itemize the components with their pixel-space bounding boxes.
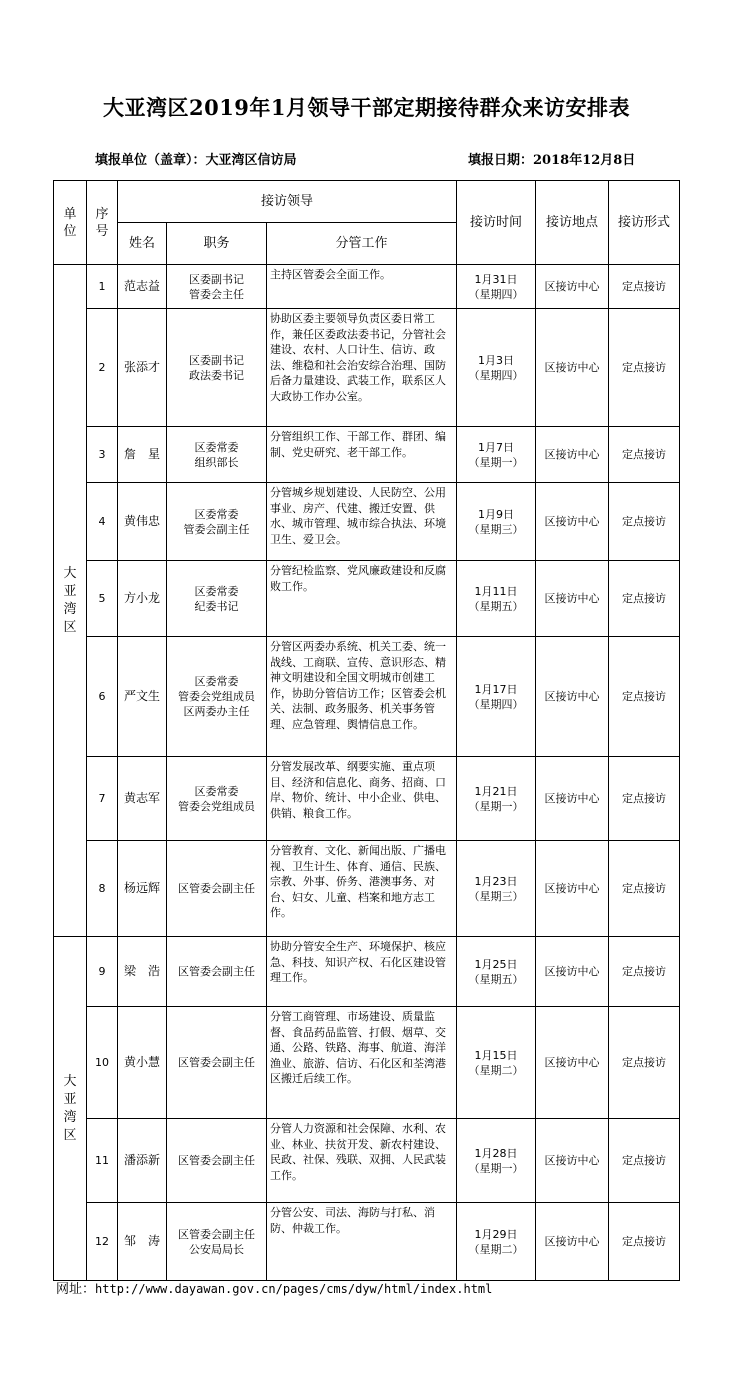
header-form: 接访形式 [609, 181, 680, 265]
footer-label: 网址： [56, 1282, 96, 1297]
header-duty: 分管工作 [267, 223, 457, 265]
time-weekday: （星期四） [468, 287, 524, 301]
position-line: 区委副书记 [189, 353, 244, 367]
table-row [54, 1007, 680, 1119]
position-line: 区管委会副主任 [178, 965, 255, 978]
table-row [54, 637, 680, 757]
table-row [54, 483, 680, 561]
time-weekday: （星期一） [468, 1161, 524, 1175]
form-cell: 定点接访 [609, 841, 680, 937]
position-line: 区委常委 [194, 784, 239, 798]
form-cell: 定点接访 [609, 483, 680, 561]
table-row [54, 265, 680, 309]
time-date: 1月21日 [474, 784, 518, 798]
seq-cell: 5 [87, 561, 118, 637]
time-date: 1月25日 [474, 957, 518, 971]
time-cell [457, 1203, 536, 1281]
place-cell: 区接访中心 [536, 483, 609, 561]
seq-cell: 9 [87, 937, 118, 1007]
place-cell: 区接访中心 [536, 1203, 609, 1281]
place-cell: 区接访中心 [536, 1007, 609, 1119]
time-date: 1月7日 [478, 440, 514, 454]
position-line: 纪委书记 [194, 599, 239, 613]
time-cell [457, 937, 536, 1007]
time-date: 1月31日 [474, 272, 518, 286]
header-leader-group: 接访领导 [118, 181, 457, 223]
schedule-table [53, 180, 680, 1281]
duty-cell: 分管组织工作、干部工作、群团、编制、党史研究、老干部工作。 [267, 427, 457, 483]
reporting-date [468, 149, 635, 168]
position-line: 区委常委 [194, 507, 239, 521]
position-cell [167, 757, 267, 841]
time-date: 1月29日 [474, 1227, 518, 1241]
time-weekday: （星期二） [468, 1063, 524, 1077]
name-cell: 严文生 [118, 637, 167, 757]
seq-cell: 7 [87, 757, 118, 841]
table-row [54, 937, 680, 1007]
place-cell: 区接访中心 [536, 309, 609, 427]
form-cell: 定点接访 [609, 637, 680, 757]
position-line: 区委常委 [194, 440, 239, 454]
time-cell [457, 483, 536, 561]
duty-cell: 协助区委主要领导负责区委日常工作，兼任区委政法委书记，分管社会建设、农村、人口计生、信访、政法、维稳和社会治安综合治理、国防后备力量建设、武装工作，联系区人大政协工作办公室。 [267, 309, 457, 427]
seq-cell: 10 [87, 1007, 118, 1119]
duty-cell: 分管公安、司法、海防与打私、消防、仲裁工作。 [267, 1203, 457, 1281]
position-cell [167, 1119, 267, 1203]
time-date: 1月23日 [474, 874, 518, 888]
time-cell [457, 1007, 536, 1119]
seq-cell: 4 [87, 483, 118, 561]
time-cell [457, 757, 536, 841]
place-cell: 区接访中心 [536, 841, 609, 937]
table-row [54, 427, 680, 483]
position-cell [167, 1007, 267, 1119]
time-cell [457, 427, 536, 483]
seq-cell: 12 [87, 1203, 118, 1281]
position-cell [167, 483, 267, 561]
time-weekday: （星期一） [468, 799, 524, 813]
name-cell: 梁 浩 [118, 937, 167, 1007]
seq-cell: 2 [87, 309, 118, 427]
time-cell [457, 841, 536, 937]
table-row [54, 309, 680, 427]
duty-cell: 分管教育、文化、新闻出版、广播电视、卫生计生、体育、通信、民族、宗教、外事、侨务、港澳事务、对台、妇女、儿童、档案和地方志工作。 [267, 841, 457, 937]
position-cell [167, 309, 267, 427]
time-weekday: （星期三） [468, 522, 524, 536]
position-cell [167, 937, 267, 1007]
table-row [54, 757, 680, 841]
name-cell: 潘添新 [118, 1119, 167, 1203]
position-line: 管委会副主任 [183, 522, 250, 536]
name-cell: 黄伟忠 [118, 483, 167, 561]
name-cell: 黄志军 [118, 757, 167, 841]
time-date: 1月17日 [474, 682, 518, 696]
form-cell: 定点接访 [609, 1007, 680, 1119]
time-weekday: （星期四） [468, 697, 524, 711]
time-date: 1月15日 [474, 1048, 518, 1062]
time-weekday: （星期二） [468, 1242, 524, 1256]
position-cell [167, 427, 267, 483]
time-weekday: （星期三） [468, 889, 524, 903]
reporting-unit-label: 填报单位（盖章）： [95, 153, 206, 168]
form-cell: 定点接访 [609, 265, 680, 309]
name-cell: 杨远辉 [118, 841, 167, 937]
reporting-date-label: 填报日期： [468, 153, 534, 168]
form-cell: 定点接访 [609, 427, 680, 483]
name-cell: 詹 星 [118, 427, 167, 483]
time-date: 1月9日 [478, 507, 514, 521]
position-line: 区管委会副主任 [178, 1056, 255, 1069]
seq-cell: 8 [87, 841, 118, 937]
unit-cell: 大亚湾区 [54, 937, 87, 1281]
header-position: 职务 [167, 223, 267, 265]
header-place: 接访地点 [536, 181, 609, 265]
duty-cell: 分管发展改革、纲要实施、重点项目、经济和信息化、商务、招商、口岸、物价、统计、中小企业、供电、供销、粮食工作。 [267, 757, 457, 841]
position-cell [167, 1203, 267, 1281]
form-cell: 定点接访 [609, 309, 680, 427]
position-line: 区两委办主任 [183, 705, 250, 718]
form-cell: 定点接访 [609, 1203, 680, 1281]
reporting-unit-value: 大亚湾区信访局 [205, 153, 297, 168]
duty-cell: 分管工商管理、市场建设、质量监督、食品药品监管、打假、烟草、交通、公路、铁路、海事、航道、海洋渔业、旅游、信访、石化区和荃湾港区搬迁后续工作。 [267, 1007, 457, 1119]
position-line: 管委会党组成员 [178, 690, 255, 703]
time-date: 1月3日 [478, 353, 514, 367]
time-cell [457, 309, 536, 427]
table-row [54, 561, 680, 637]
time-weekday: （星期五） [468, 599, 524, 613]
position-line: 区委常委 [194, 675, 239, 688]
footer-link[interactable]: http://www.dayawan.gov.cn/pages/cms/dyw/html/index.html [95, 1282, 493, 1296]
position-line: 区管委会副主任 [178, 1227, 255, 1241]
name-cell: 方小龙 [118, 561, 167, 637]
position-cell [167, 265, 267, 309]
table-row [54, 1119, 680, 1203]
name-cell: 邹 涛 [118, 1203, 167, 1281]
duty-cell: 分管城乡规划建设、人民防空、公用事业、房产、代建、搬迁安置、供水、城市管理、城市综合执法、环境卫生、爱卫会。 [267, 483, 457, 561]
place-cell: 区接访中心 [536, 265, 609, 309]
table-row [54, 841, 680, 937]
position-line: 管委会主任 [189, 287, 244, 301]
place-cell: 区接访中心 [536, 637, 609, 757]
form-cell: 定点接访 [609, 1119, 680, 1203]
name-cell: 范志益 [118, 265, 167, 309]
form-cell: 定点接访 [609, 937, 680, 1007]
place-cell: 区接访中心 [536, 757, 609, 841]
header-time: 接访时间 [457, 181, 536, 265]
unit-cell: 大亚湾区 [54, 265, 87, 937]
position-line: 政法委书记 [189, 368, 244, 382]
position-line: 区管委会副主任 [178, 1154, 255, 1167]
place-cell: 区接访中心 [536, 937, 609, 1007]
duty-cell: 主持区管委会全面工作。 [267, 265, 457, 309]
position-line: 管委会党组成员 [178, 799, 255, 813]
time-weekday: （星期四） [468, 368, 524, 382]
name-cell: 黄小慧 [118, 1007, 167, 1119]
place-cell: 区接访中心 [536, 1119, 609, 1203]
time-cell [457, 265, 536, 309]
time-cell [457, 1119, 536, 1203]
time-cell [457, 561, 536, 637]
form-cell: 定点接访 [609, 561, 680, 637]
seq-cell: 6 [87, 637, 118, 757]
position-cell [167, 637, 267, 757]
header-unit: 单位 [54, 181, 87, 265]
header-name: 姓名 [118, 223, 167, 265]
place-cell: 区接访中心 [536, 427, 609, 483]
place-cell: 区接访中心 [536, 561, 609, 637]
reporting-unit [95, 149, 297, 168]
time-date: 1月11日 [474, 584, 518, 598]
page-title: 大亚湾区2019年1月领导干部定期接待群众来访安排表 [102, 95, 631, 120]
position-line: 组织部长 [194, 455, 239, 469]
duty-cell: 协助分管安全生产、环境保护、核应急、科技、知识产权、石化区建设管理工作。 [267, 937, 457, 1007]
reporting-date-value: 2018年12月8日 [533, 153, 636, 168]
header-seq: 序号 [87, 181, 118, 265]
position-line: 公安局局长 [189, 1242, 244, 1256]
position-line: 区管委会副主任 [178, 882, 255, 895]
time-weekday: （星期一） [468, 455, 524, 469]
position-line: 区委副书记 [189, 272, 244, 286]
time-weekday: （星期五） [468, 972, 524, 986]
position-cell [167, 561, 267, 637]
position-cell [167, 841, 267, 937]
footer-url [56, 1278, 492, 1297]
table-row [54, 1203, 680, 1281]
duty-cell: 分管人力资源和社会保障、水利、农业、林业、扶贫开发、新农村建设、民政、社保、残联、双拥、人民武装工作。 [267, 1119, 457, 1203]
duty-cell: 分管纪检监察、党风廉政建设和反腐败工作。 [267, 561, 457, 637]
duty-cell: 分管区两委办系统、机关工委、统一战线、工商联、宣传、意识形态、精神文明建设和全国文明城市创建工作，协助分管信访工作；区管委会机关、法制、政务服务、机关事务管理、应急管理、舆情信息工作。 [267, 637, 457, 757]
time-cell [457, 637, 536, 757]
position-line: 区委常委 [194, 584, 239, 598]
name-cell: 张添才 [118, 309, 167, 427]
form-cell: 定点接访 [609, 757, 680, 841]
seq-cell: 3 [87, 427, 118, 483]
time-date: 1月28日 [474, 1146, 518, 1160]
seq-cell: 11 [87, 1119, 118, 1203]
seq-cell: 1 [87, 265, 118, 309]
